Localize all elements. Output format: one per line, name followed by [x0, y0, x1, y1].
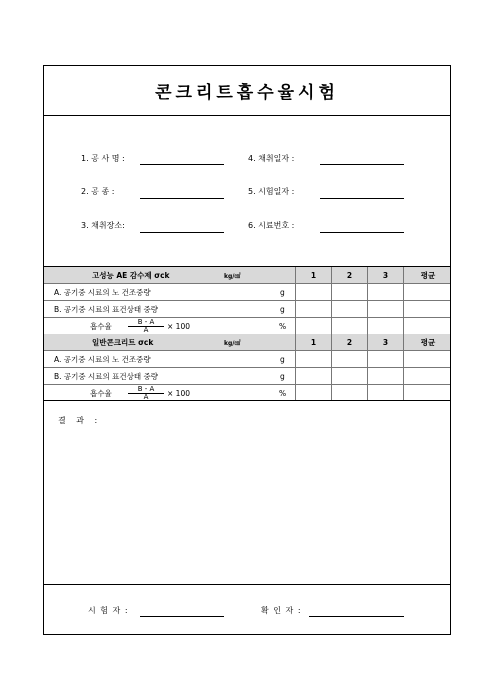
table-cell[interactable] — [331, 385, 367, 401]
table2-row-a-unit: g — [280, 354, 285, 364]
table1-row-b-unit: g — [280, 304, 285, 314]
table-cell[interactable] — [367, 385, 403, 401]
table1-col-3: 3 — [367, 267, 403, 283]
table2-col-3: 3 — [367, 334, 403, 350]
table2-unit: kg/㎠ — [224, 339, 241, 347]
table2-row-b-unit: g — [280, 371, 285, 381]
table-cell[interactable] — [403, 385, 452, 401]
table-cell[interactable] — [295, 301, 331, 317]
table1-col-avg: 평균 — [403, 267, 452, 283]
info-section — [44, 116, 450, 267]
project-label: 1. 공 사 명 : — [81, 154, 125, 163]
table-cell[interactable] — [403, 301, 452, 317]
table-cell[interactable] — [331, 284, 367, 300]
work-field[interactable] — [140, 198, 224, 199]
table-cell[interactable] — [295, 318, 331, 334]
table1-unit: kg/㎠ — [224, 272, 241, 280]
table-cell[interactable] — [367, 368, 403, 384]
table-cell[interactable] — [295, 385, 331, 401]
table-cell[interactable] — [367, 284, 403, 300]
table1-header-row — [44, 267, 450, 284]
table1-row-b-label: B. 공기중 시료의 표건상태 중량 — [54, 304, 159, 314]
checker-field[interactable] — [309, 616, 404, 617]
test-form — [43, 65, 451, 635]
formula-numerator: B - A — [137, 318, 155, 326]
table1-absorb-label: 흡수율 — [90, 321, 112, 331]
result-label: 결 과 : — [58, 416, 102, 425]
table-cell[interactable] — [367, 301, 403, 317]
table-cell[interactable] — [403, 351, 452, 367]
table-cell[interactable] — [367, 318, 403, 334]
table-cell[interactable] — [331, 351, 367, 367]
table2-header: 일반콘크리트 σck — [92, 337, 154, 347]
table-cell[interactable] — [403, 368, 452, 384]
table2-row-a-label: A. 공기중 시료의 노 건조중량 — [54, 354, 151, 364]
table2-row-a — [44, 351, 450, 368]
formula-numerator: B - A — [137, 385, 155, 393]
table2-col-avg: 평균 — [403, 334, 452, 350]
table1-row-a-unit: g — [280, 287, 285, 297]
work-label: 2. 공 종 : — [81, 187, 115, 196]
table-cell[interactable] — [295, 351, 331, 367]
table1-col-2: 2 — [331, 267, 367, 283]
table2-absorb-row — [44, 385, 450, 401]
project-field[interactable] — [140, 164, 224, 165]
sample-no-field[interactable] — [320, 232, 404, 233]
test-date-label: 5. 시험일자 : — [248, 187, 295, 196]
sample-no-label: 6. 시료번호 : — [248, 221, 295, 230]
test-date-field[interactable] — [320, 198, 404, 199]
table1-absorb-unit: % — [279, 321, 287, 331]
tester-field[interactable] — [140, 616, 224, 617]
table1-col-1: 1 — [295, 267, 331, 283]
table2-absorb-label: 흡수율 — [90, 388, 112, 398]
checker-label: 확 인 자 : — [261, 606, 302, 615]
table1-row-b — [44, 301, 450, 318]
sampling-date-label: 4. 채취일자 : — [248, 154, 295, 163]
table-cell[interactable] — [295, 368, 331, 384]
table1-row-a-label: A. 공기중 시료의 노 건조중량 — [54, 287, 151, 297]
formula-denominator: A — [143, 326, 149, 334]
table1-multiplier: × 100 — [167, 321, 190, 331]
table-cell[interactable] — [295, 284, 331, 300]
sampling-date-field[interactable] — [320, 164, 404, 165]
table1-row-a — [44, 284, 450, 301]
table-cell[interactable] — [403, 318, 452, 334]
table-cell[interactable] — [331, 368, 367, 384]
formula-denominator: A — [143, 393, 149, 401]
sampling-place-field[interactable] — [140, 232, 224, 233]
table2-row-b-label: B. 공기중 시료의 표건상태 중량 — [54, 371, 159, 381]
table-cell[interactable] — [331, 318, 367, 334]
table2-header-row — [44, 334, 450, 351]
table-cell[interactable] — [331, 301, 367, 317]
table2-absorb-unit: % — [279, 388, 287, 398]
title-row — [44, 66, 450, 116]
sampling-place-label: 3. 채취장소: — [81, 221, 125, 230]
table-cell[interactable] — [367, 351, 403, 367]
result-section[interactable] — [44, 400, 450, 585]
table2-col-1: 1 — [295, 334, 331, 350]
signature-section — [44, 585, 450, 636]
table2-row-b — [44, 368, 450, 385]
table2-col-2: 2 — [331, 334, 367, 350]
table2-multiplier: × 100 — [167, 388, 190, 398]
tester-label: 시 험 자 : — [88, 606, 129, 615]
table1-header: 고성능 AE 감수제 σck — [92, 270, 170, 280]
table1-absorb-row — [44, 318, 450, 335]
table-cell[interactable] — [403, 284, 452, 300]
page-title: 콘크리트흡수율시험 — [155, 83, 339, 103]
